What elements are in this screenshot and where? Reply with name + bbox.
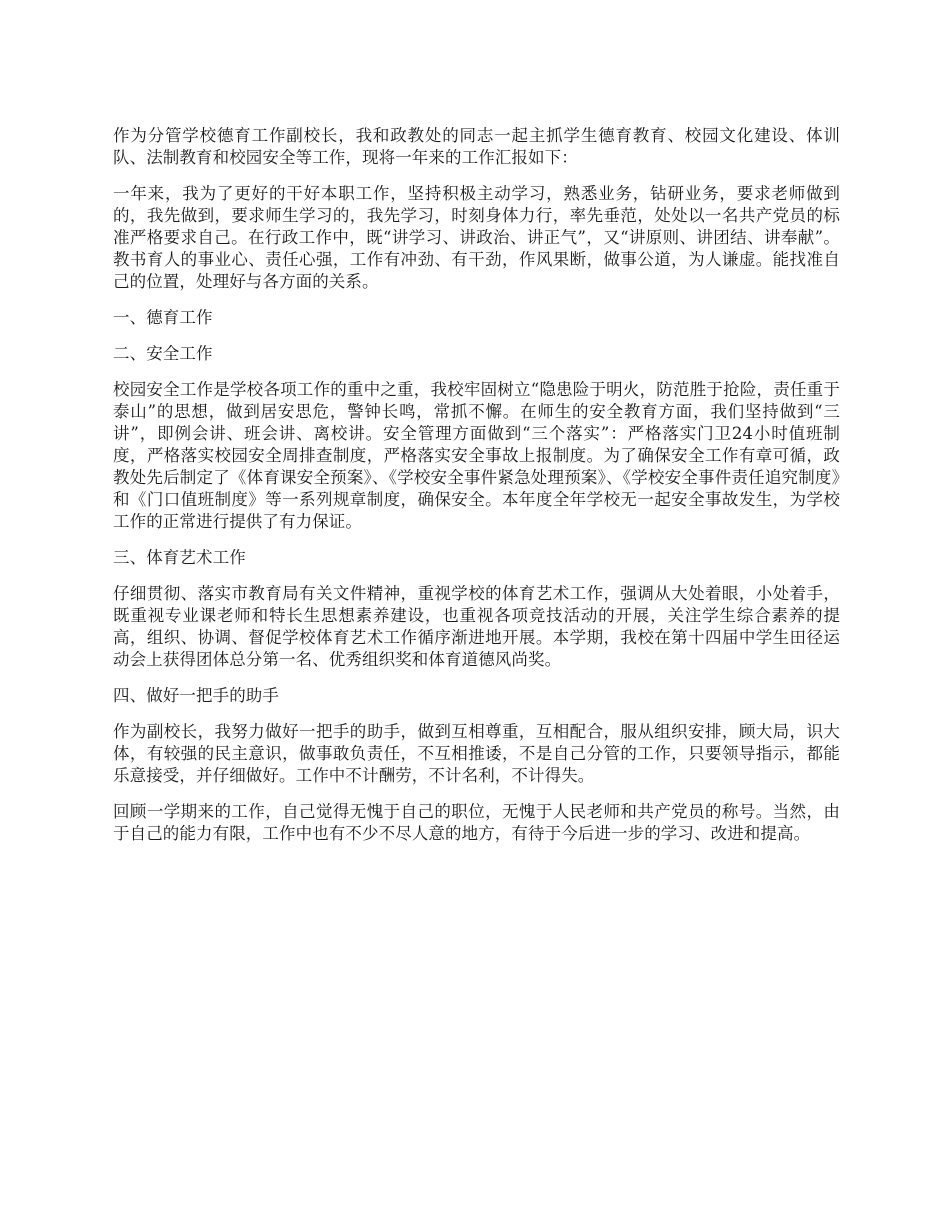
review-paragraph: 回顾一学期来的工作，自己觉得无愧于自己的职位，无愧于人民老师和共产党员的称号。当然，由于自己的能力有限，工作中也有不少不尽人意的地方，有待于今后进一步的学习、改进和提高。 [113, 802, 840, 843]
safety-paragraph: 校园安全工作是学校各项工作的重中之重，我校牢固树立“隐患险于明火，防范胜于抢险，责任重于泰山”的思想，做到居安思危，警钟长鸣，常抓不懈。在师生的安全教育方面，我们坚持做到“三讲”，即例会讲、班会讲、离校讲。安全管理方面做到“三个落实”：严格落实门卫24小时值班制度，严格落实校园安全周排查制度，严格落实安全事故上报制度。为了确保安全工作有章可循，政教处先后制定了《体育课安全预案》、《学校安全事件紧急处理预案》、《学校安全事件责任追究制度》和《门口值班制度》等一系列规章制度，确保安全。本年度全年学校无一起安全事故发生，为学校工作的正常进行提供了有力保证。 [113, 380, 840, 531]
section-heading-assistant: 四、做好一把手的助手 [113, 686, 279, 705]
sports-arts-paragraph: 仔细贯彻、落实市教育局有关文件精神，重视学校的体育艺术工作，强调从大处着眼，小处着手，既重视专业课老师和特长生思想素养建设，也重视各项竞技活动的开展，关注学生综合素养的提高，组织、协调、督促学校体育艺术工作循序渐进地开展。本学期，我校在第十四届中学生田径运动会上获得团体总分第一名、优秀组织奖和体育道德风尚奖。 [113, 584, 840, 669]
section-heading-sports-arts: 三、体育艺术工作 [113, 548, 246, 567]
assistant-paragraph: 作为副校长，我努力做好一把手的助手，做到互相尊重，互相配合，服从组织安排，顾大局，识大体，有较强的民主意识，做事敢负责任，不互相推诿，不是自己分管的工作，只要领导指示，都能乐意接受，并仔细做好。工作中不计酬劳，不计名利，不计得失。 [113, 722, 840, 785]
section-heading-safety: 二、安全工作 [113, 344, 213, 363]
section-heading-moral-education: 一、德育工作 [113, 308, 213, 327]
self-study-paragraph: 一年来，我为了更好的干好本职工作，坚持积极主动学习，熟悉业务，钻研业务，要求老师做到的，我先做到，要求师生学习的，我先学习，时刻身体力行，率先垂范，处处以一名共产党员的标准严格要求自己。在行政工作中，既“讲学习、讲政治、讲正气”，又“讲原则、讲团结、讲奉献”。教书育人的事业心、责任心强，工作有冲劲、有干劲，作风果断，做事公道，为人谦虚。能找准自己的位置，处理好与各方面的关系。 [113, 184, 840, 291]
document-page [113, 125, 840, 859]
intro-paragraph: 作为分管学校德育工作副校长，我和政教处的同志一起主抓学生德育教育、校园文化建设、体训队、法制教育和校园安全等工作，现将一年来的工作汇报如下： [113, 126, 840, 167]
